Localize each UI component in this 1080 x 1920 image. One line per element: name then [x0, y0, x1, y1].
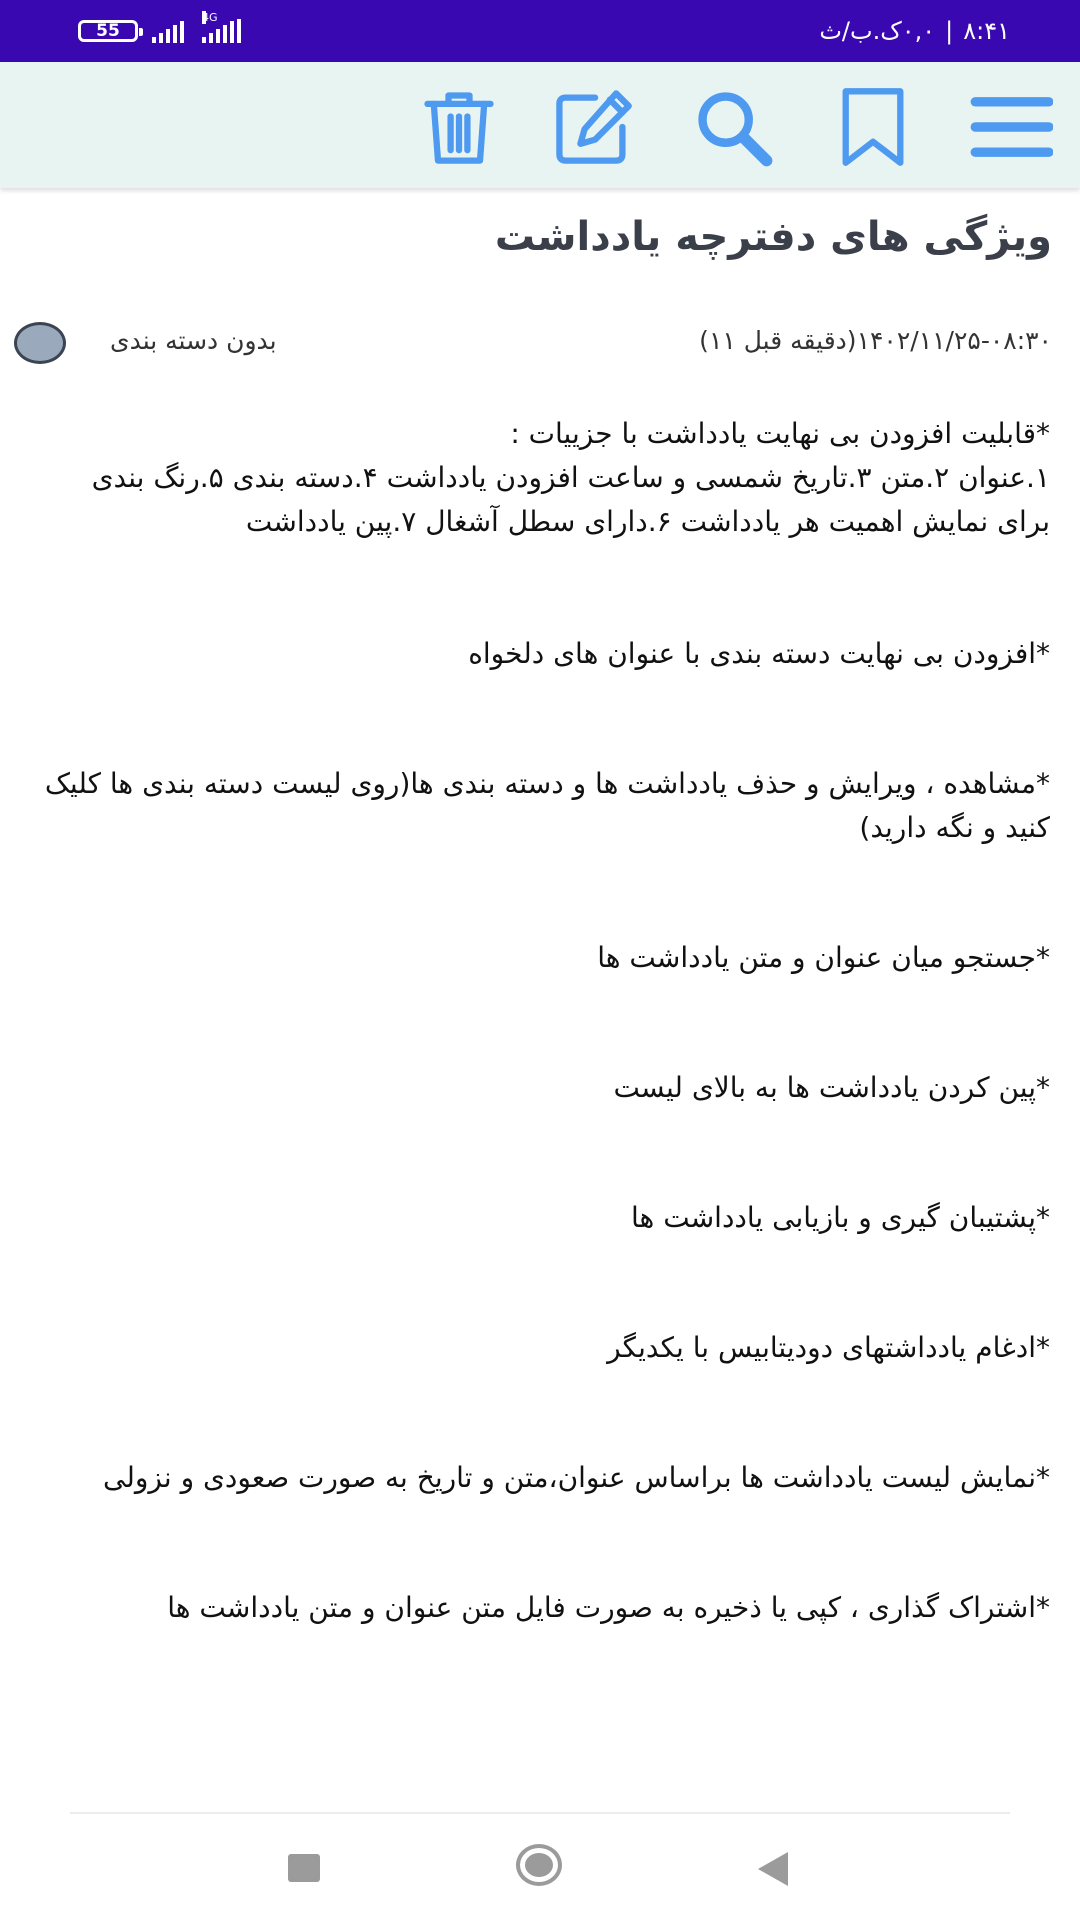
signal-icon [152, 19, 184, 43]
note-paragraph-features: *قابلیت افزودن بی نهایت یادداشت با جزییات : ۱.عنوان ۲.متن ۳.تاریخ شمسی و ساعت افزودن یادداشت ۴.دسته بندی ۵.رنگ بندی برای نمایش اهمیت هر یادداشت ۶.دارای سطل آشغال ۷.پین یادداشت [91, 417, 1050, 538]
app-toolbar [0, 62, 1080, 188]
menu-icon[interactable] [966, 82, 1056, 172]
home-button[interactable] [516, 1844, 562, 1886]
note-paragraph-view-edit: *مشاهده ، ویرایش و حذف یادداشت ها و دسته بندی ها(روی لیست دسته بندی ها کلیک کنید و نگه دارید) [44, 767, 1050, 844]
edit-icon[interactable] [548, 82, 638, 172]
status-time: ۸:۴۱ [963, 17, 1010, 45]
note-paragraph-backup: *پشتیبان گیری و بازیابی یادداشت ها [631, 1201, 1050, 1234]
note-paragraph-search: *جستجو میان عنوان و متن یادداشت ها [597, 941, 1050, 974]
note-paragraph-sort: *نمایش لیست یادداشت ها براساس عنوان،متن و تاریخ به صورت صعودی و نزولی [103, 1461, 1050, 1494]
recents-button[interactable] [288, 1854, 320, 1882]
note-paragraph-share: *اشتراک گذاری ، کپی یا ذخیره به صورت فایل متن عنوان و متن یادداشت ها [167, 1591, 1050, 1624]
bookmark-icon[interactable] [828, 82, 918, 172]
note-date: ۱۴۰۲/۱۱/۲۵-۰۸:۳۰(دقیقه قبل ۱۱) [699, 326, 1052, 355]
status-right [819, 0, 1010, 62]
system-nav-bar [0, 1814, 1080, 1920]
note-paragraph-categories: *افزودن بی نهایت دسته بندی با عنوان های دلخواه [468, 637, 1050, 670]
status-separator: | [945, 17, 954, 45]
battery-level: 55 [96, 21, 120, 41]
search-icon[interactable] [688, 82, 778, 172]
note-category: بدون دسته بندی [110, 326, 277, 355]
network-speed: ۰,۰ک.ب/ث [819, 17, 936, 45]
note-paragraph-merge: *ادغام یادداشتهای دودیتابیس با یکدیگر [607, 1331, 1050, 1364]
home-icon [525, 1853, 553, 1877]
status-bar [0, 0, 1080, 62]
note-title: ویژگی های دفترچه یادداشت [494, 214, 1052, 260]
battery-icon [78, 20, 138, 42]
category-color-dot[interactable] [14, 322, 66, 364]
delete-icon[interactable] [414, 82, 504, 172]
network-type: 4G [202, 11, 218, 24]
back-button[interactable] [758, 1852, 788, 1886]
network-4g-icon [198, 11, 241, 43]
note-paragraph-pin: *پین کردن یادداشت ها به بالای لیست [613, 1071, 1050, 1104]
status-left [78, 0, 241, 62]
note-body [36, 412, 1050, 1630]
